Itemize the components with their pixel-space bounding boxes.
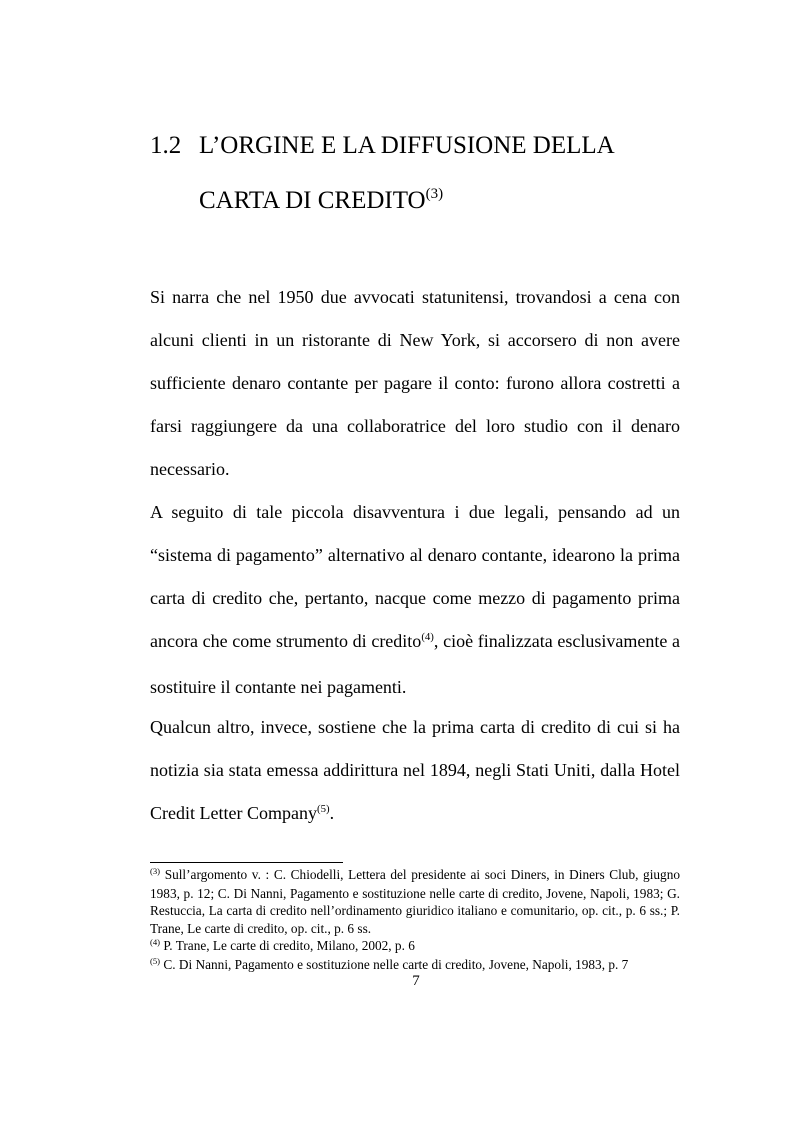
paragraph-3-text-end: . (329, 803, 335, 823)
footnote-reference-5[interactable]: (5) (316, 802, 330, 815)
paragraph-2-text: A seguito di tale piccola disavventura i due legali, pensando ad un “sistema di pagamento” alternativo al denaro contante, idearono la prima carta di credito che, pertanto, nacque come mezzo di pagamento prima ancora che come strumento di credito (150, 502, 680, 651)
footnotes (150, 866, 680, 975)
footnote-reference-4[interactable]: (4) (421, 630, 434, 643)
paragraph-3-text: Qualcun altro, invece, sostiene che la prima carta di credito di cui si ha notizia sia stata emessa addirittura nel 1894, negli Stati Uniti, dalla Hotel Credit Letter Company (150, 717, 680, 823)
section-title-line-2: CARTA DI CREDITO (199, 187, 426, 214)
section-title-line-1: L’ORGINE E LA DIFFUSIONE DELLA (199, 132, 615, 159)
footnote-divider (150, 862, 343, 863)
paragraph-2-text-end: , cioè finalizzata esclusivamente a sostituire il contante nei pagamenti. (150, 631, 681, 697)
body-paragraph-1: Si narra che nel 1950 due avvocati statunitensi, trovandosi a cena con alcuni clienti in un ristorante di New York, si accorsero di non avere sufficiente denaro contante per pagare il conto: furono allora costretti a farsi raggiungere da una collaboratrice del loro studio con il denaro necessario. (150, 287, 680, 479)
body-paragraph-3 (150, 706, 680, 838)
footnote-text: Sull’argomento v. : C. Chiodelli, Lettera del presidente ai soci Diners, in Diners Club, giugno 1983, p. 12; C. Di Nanni, Pagamento e sostituzione nelle carte di credito, Jovene, Napoli, 1983; G. Restuccia, La carta di credito nell’ordinamento giuridico italiano e comunitario, op. cit., p. 6 ss.; P. Trane, Le carte di credito, op. cit., p. 6 ss. (150, 867, 680, 936)
page-number: 7 (412, 973, 420, 989)
section-heading-continued (199, 186, 443, 219)
footnote-marker: (4) (150, 937, 161, 948)
footnote-marker: (3) (150, 866, 161, 877)
section-number: 1.2 (150, 132, 182, 159)
footnote-3 (150, 866, 680, 937)
section-heading (150, 131, 615, 161)
footnote-text: C. Di Nanni, Pagamento e sostituzione nelle carte di credito, Jovene, Napoli, 1983, p. 7 (160, 957, 629, 973)
body-paragraph-2 (150, 491, 680, 709)
footnote-marker: (5) (150, 956, 161, 967)
footnote-4 (150, 937, 680, 956)
footnote-text: P. Trane, Le carte di credito, Milano, 2002, p. 6 (160, 937, 415, 953)
footnote-reference-3[interactable]: (3) (425, 186, 444, 203)
